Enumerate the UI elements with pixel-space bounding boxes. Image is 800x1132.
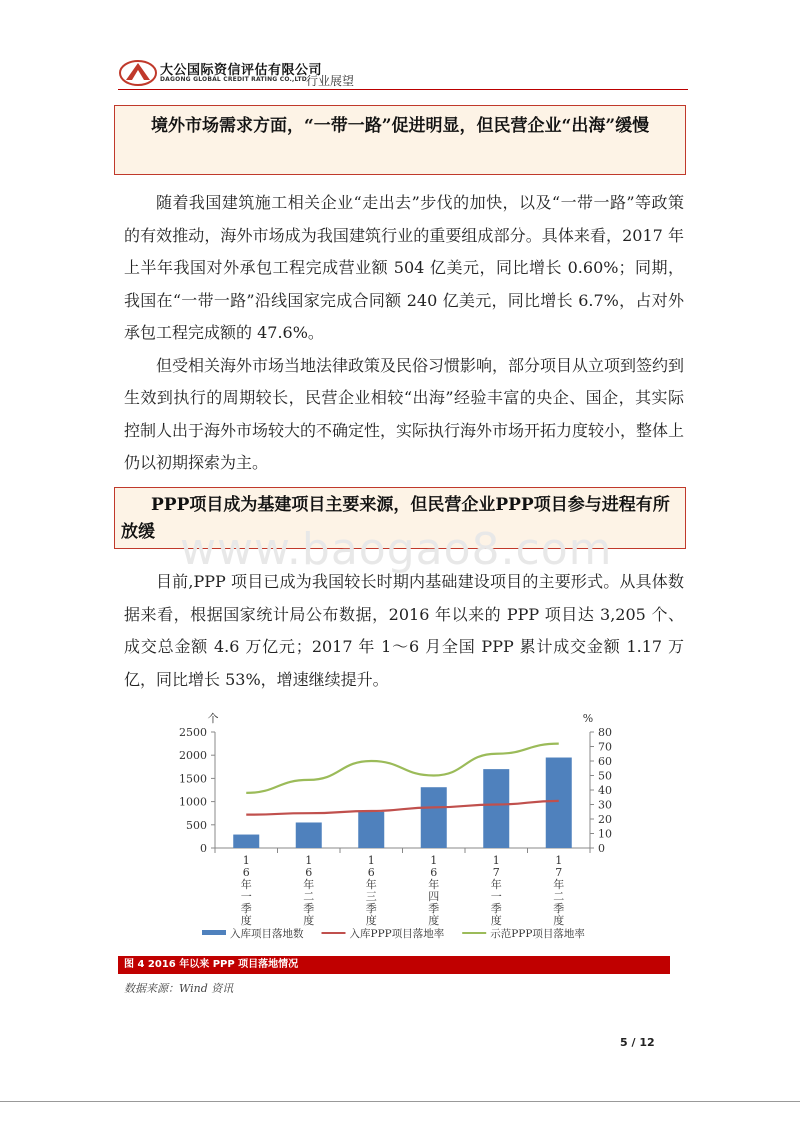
- section-tag: 行业展望: [306, 74, 355, 88]
- right-tick-label: 80: [598, 726, 612, 739]
- bar: [546, 758, 572, 848]
- section1-paragraph-1: 随着我国建筑施工相关企业“走出去”步伐的加快，以及“一带一路”等政策的有效推动，海外市场成为我国建筑行业的重要组成部分。具体来看，2017 年上半年我国对外承包工程完成营业额 504 亿美元，同比增长 0.60%；同期，我国在“一带一路”沿线国家完成合同额 240 亿美元，同比增长 6.7%，占对外承包工程完成额的 47.6%。: [124, 193, 684, 342]
- legend-label: 入库项目落地数: [230, 928, 304, 940]
- x-tick-label: 1 7 年二季度: [553, 854, 565, 927]
- left-tick-label: 500: [186, 818, 207, 832]
- header-divider: [118, 89, 688, 90]
- bar: [421, 787, 447, 848]
- left-tick-label: 2000: [179, 749, 207, 763]
- x-tick-label: 1 6 年四季度: [428, 854, 440, 927]
- page-number: 5 / 12: [620, 1036, 655, 1049]
- page-header: [118, 58, 688, 90]
- section1-heading: 境外市场需求方面，“一带一路”促进明显，但民营企业“出海”缓慢: [151, 116, 650, 136]
- x-tick-label: 1 6 年一季度: [240, 854, 252, 927]
- company-name-en: DAGONG GLOBAL CREDIT RATING CO.,LTD: [160, 76, 307, 83]
- watermark: www.baogao8.com: [180, 524, 613, 575]
- x-tick-label: 1 7 年一季度: [490, 854, 502, 927]
- x-tick-label: 1 6 年二季度: [303, 854, 315, 927]
- section1-body: [124, 187, 684, 480]
- right-tick-label: 0: [598, 842, 605, 855]
- bar: [233, 835, 259, 848]
- figure-caption: 图 4 2016 年以来 PPP 项目落地情况: [118, 956, 670, 974]
- company-name-cn: 大公国际资信评估有限公司: [160, 63, 323, 78]
- legend-swatch: [202, 930, 226, 935]
- section2-paragraph-1: 目前,PPP 项目已成为我国较长时期内基础建设项目的主要形式。从具体数据来看，根据国家统计局公布数据，2016 年以来的 PPP 项目达 3,205 个、成交总金额 4.6 万亿元；2017 年 1～6 月全国 PPP 累计成交金额 1.17 万亿，同比增长 53%，增速继续提升。: [124, 572, 684, 689]
- right-tick-label: 10: [598, 827, 612, 841]
- footer-divider: [0, 1101, 800, 1102]
- right-tick-label: 50: [598, 769, 612, 783]
- left-tick-label: 1500: [179, 772, 207, 786]
- figure-source: 数据来源：Wind 资讯: [124, 982, 234, 995]
- left-tick-label: 2500: [179, 726, 207, 739]
- legend-label: 示范PPP项目落地率: [490, 928, 585, 940]
- right-tick-label: 60: [598, 755, 612, 768]
- section2-heading: PPP项目成为基建项目主要来源，但民营企业PPP项目参与进程有所放缓: [121, 495, 670, 542]
- right-tick-label: 70: [598, 740, 612, 754]
- right-tick-label: 40: [598, 784, 612, 797]
- ppp-chart: [160, 708, 640, 948]
- bar: [483, 769, 509, 848]
- section2-body: [124, 566, 684, 696]
- dagong-logo-icon: [118, 58, 158, 88]
- legend-label: 入库PPP项目落地率: [349, 928, 445, 940]
- y-left-unit: 个: [207, 712, 219, 725]
- right-tick-label: 30: [598, 798, 612, 812]
- series-line: [246, 744, 559, 793]
- series-line: [246, 801, 559, 815]
- x-tick-label: 1 6 年三季度: [365, 854, 377, 927]
- bar: [358, 812, 384, 848]
- section1-paragraph-2: 但受相关海外市场当地法律政策及民俗习惯影响，部分项目从立项到签约到生效到执行的周期较长，民营企业相较“出海”经验丰富的央企、国企，其实际控制人出于海外市场较大的不确定性，实际执行海外市场开拓力度较小，整体上仍以初期探索为主。: [124, 355, 685, 472]
- left-tick-label: 0: [200, 842, 207, 855]
- bar: [296, 822, 322, 848]
- section1-heading-box: [114, 105, 686, 175]
- left-tick-label: 1000: [179, 795, 207, 809]
- y-right-unit: %: [582, 712, 594, 725]
- right-tick-label: 20: [598, 813, 612, 826]
